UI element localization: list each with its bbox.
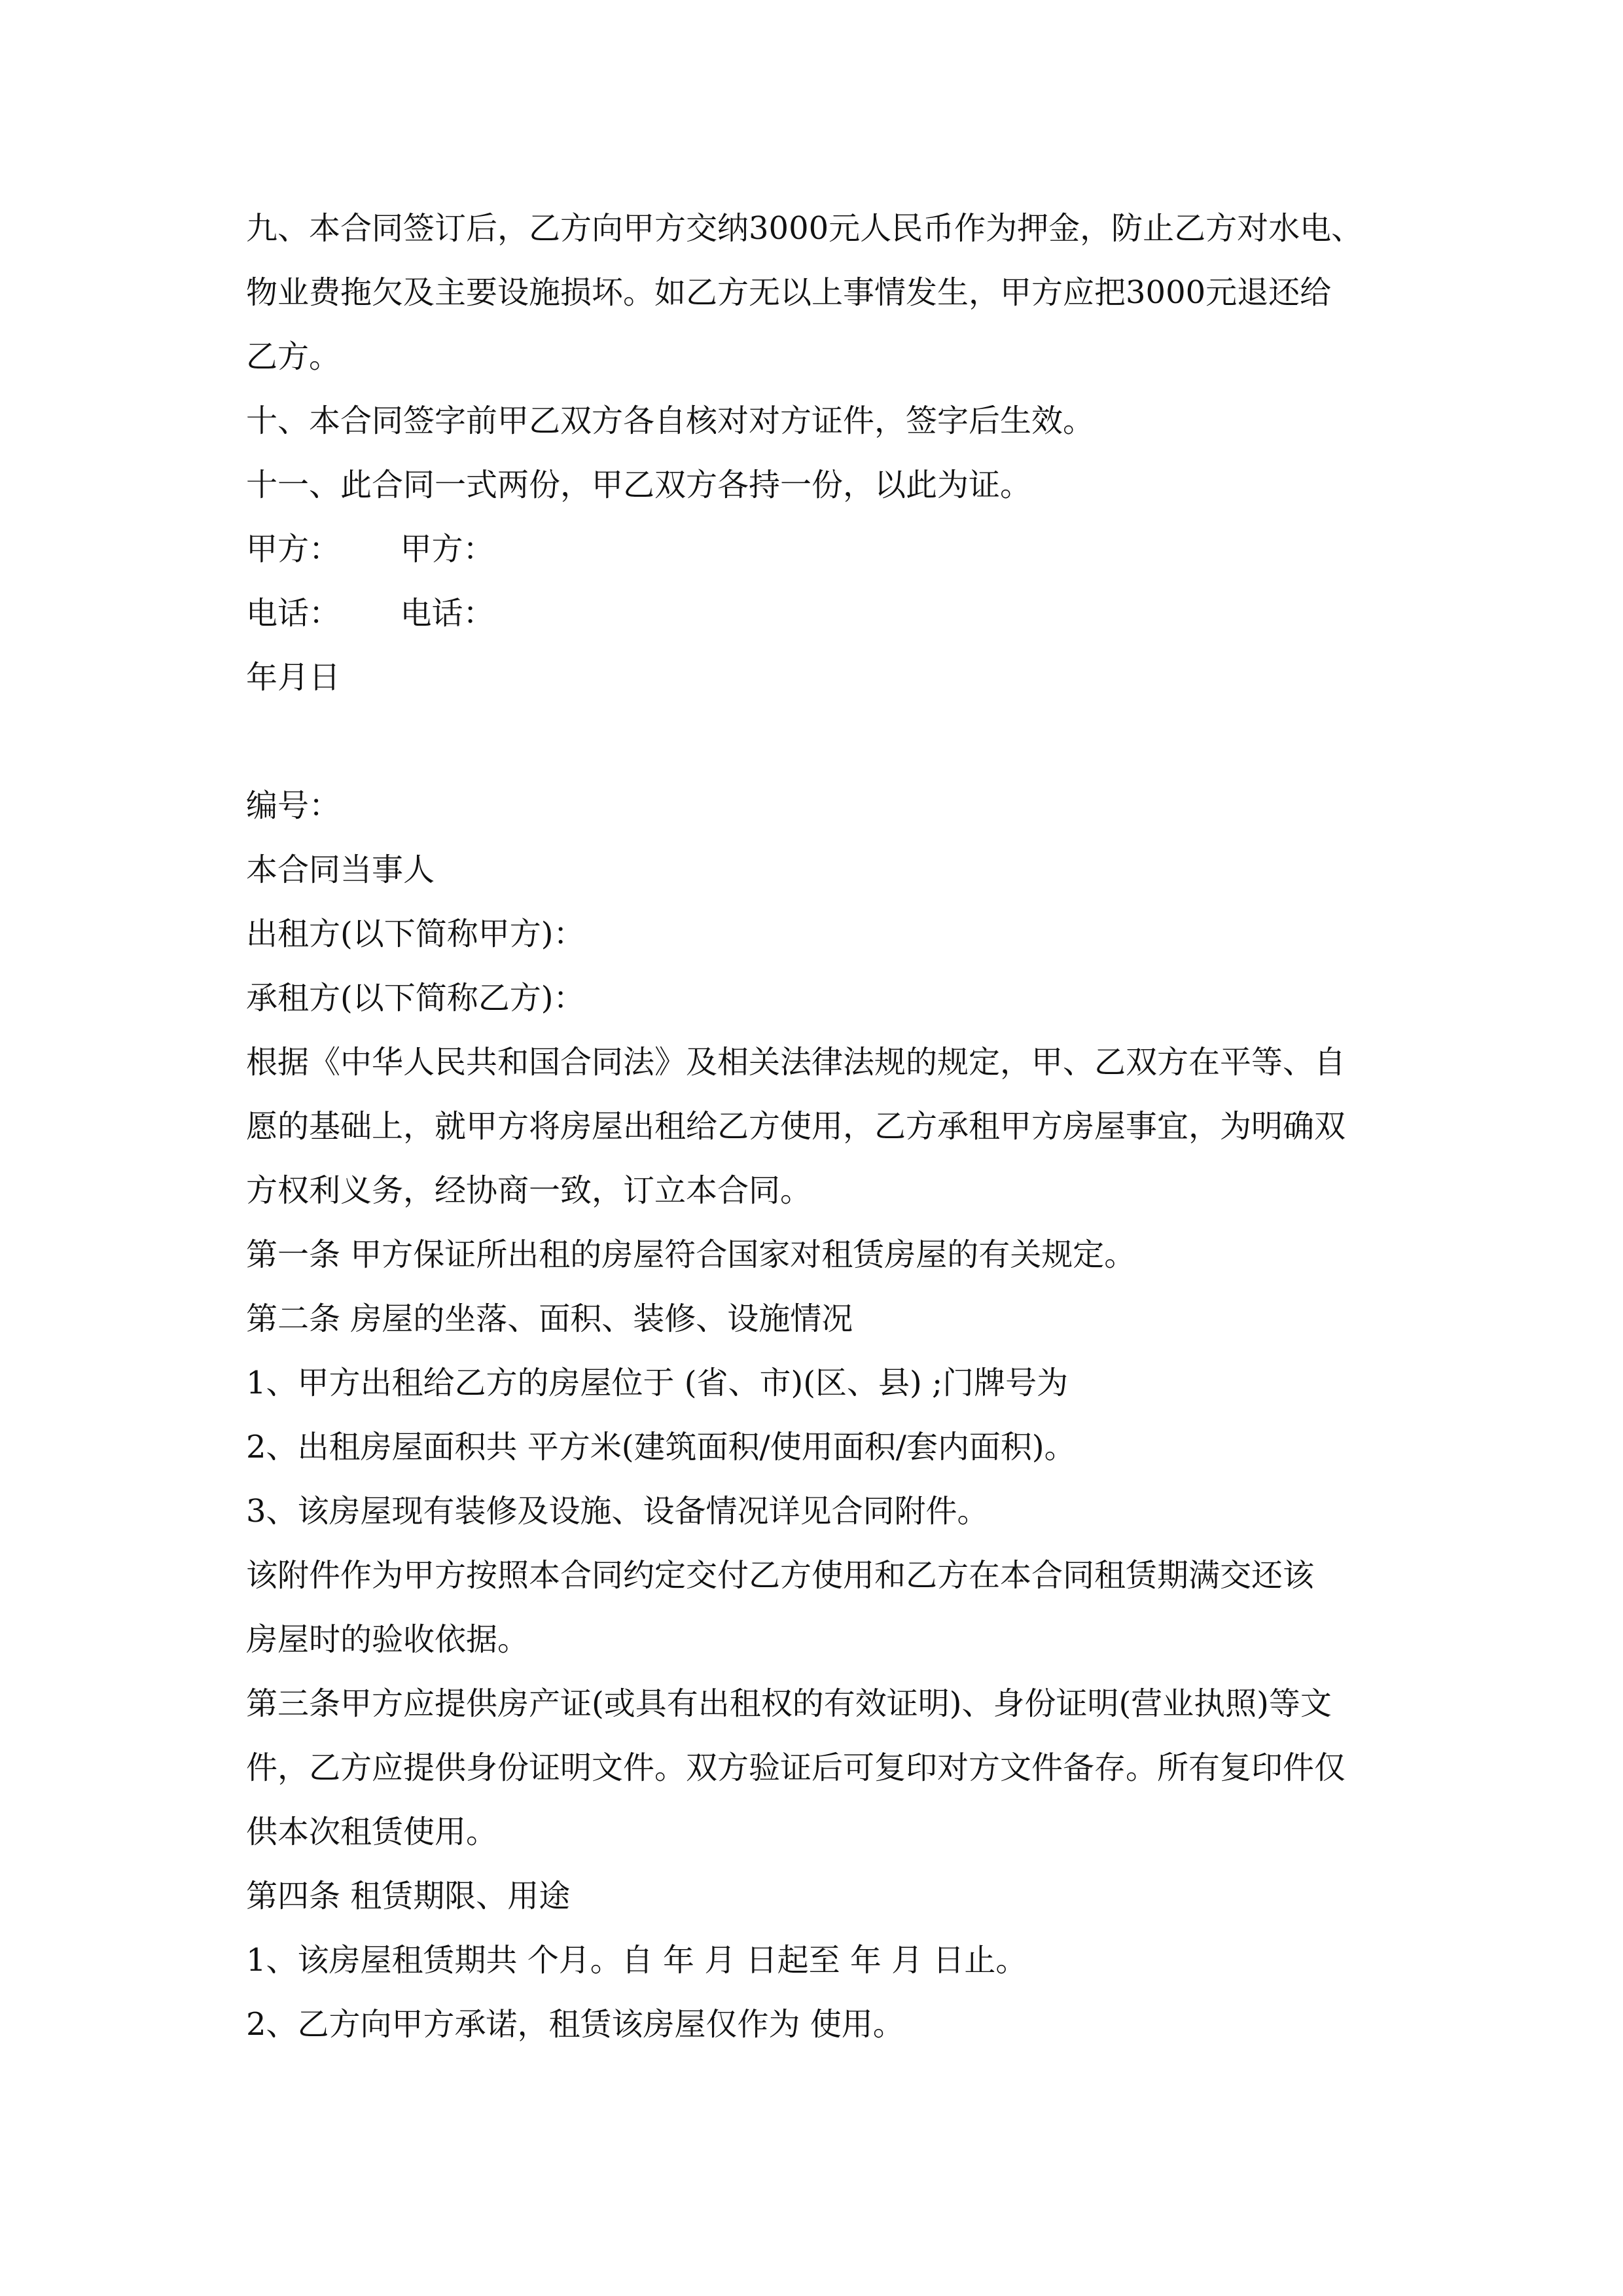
article-three-line: 第三条甲方应提供房产证(或具有出租权的有效证明)、身份证明(营业执照)等文 <box>246 1685 1332 1722</box>
signature-date-line: 年月日 <box>246 659 341 696</box>
article-one: 第一条 甲方保证所出租的房屋符合国家对租赁房屋的有关规定。 <box>246 1236 1136 1273</box>
paragraph-line: 方权利义务，经协商一致，订立本合同。 <box>246 1172 812 1209</box>
paragraph-line: 根据《中华人民共和国合同法》及相关法律法规的规定，甲、乙双方在平等、自 <box>246 1044 1346 1081</box>
document-body <box>246 196 1391 2056</box>
article-two-heading: 第二条 房屋的坐落、面积、装修、设施情况 <box>246 1300 853 1337</box>
article-two-item-2: 2、出租房屋面积共 平方米(建筑面积/使用面积/套内面积)。 <box>246 1429 1076 1465</box>
parties-heading: 本合同当事人 <box>246 852 435 888</box>
signature-phone-line: 电话： 电话： <box>246 595 495 632</box>
lessor-line: 出租方(以下简称甲方)： <box>246 916 585 952</box>
article-four-heading: 第四条 租赁期限、用途 <box>246 1878 571 1914</box>
paragraph-line: 九、本合同签订后，乙方向甲方交纳3000元人民币作为押金，防止乙方对水电、 <box>246 210 1363 247</box>
article-three-line: 供本次租赁使用。 <box>246 1814 498 1850</box>
article-two-item-3: 3、该房屋现有装修及设施、设备情况详见合同附件。 <box>246 1493 989 1530</box>
article-three-line: 件，乙方应提供身份证明文件。双方验证后可复印对方文件备存。所有复印件仅 <box>246 1749 1346 1786</box>
article-four-item-2: 2、乙方向甲方承诺，租赁该房屋仅作为 使用。 <box>246 2006 904 2043</box>
paragraph-line: 十一、此合同一式两份，甲乙双方各持一份，以此为证。 <box>246 467 1032 503</box>
blank-line <box>246 709 1391 774</box>
signature-party-line: 甲方： 甲方： <box>246 531 495 567</box>
article-four-item-1: 1、该房屋租赁期共 个月。自 年 月 日起至 年 月 日止。 <box>246 1942 1027 1979</box>
lessee-line: 承租方(以下简称乙方)： <box>246 980 585 1016</box>
paragraph-line: 物业费拖欠及主要设施损坏。如乙方无以上事情发生，甲方应把3000元退还给 <box>246 274 1332 311</box>
paragraph-line: 愿的基础上，就甲方将房屋出租给乙方使用，乙方承租甲方房屋事宜，为明确双 <box>246 1108 1346 1145</box>
contract-number-line: 编号： <box>246 787 341 824</box>
article-two-item-1: 1、甲方出租给乙方的房屋位于 (省、市)(区、县) ;门牌号为 <box>246 1365 1069 1401</box>
paragraph-line: 十、本合同签字前甲乙双方各自核对对方证件，签字后生效。 <box>246 403 1095 439</box>
paragraph-line: 该附件作为甲方按照本合同约定交付乙方使用和乙方在本合同租赁期满交还该 <box>246 1557 1315 1594</box>
paragraph-line: 乙方。 <box>246 338 341 375</box>
paragraph-line: 房屋时的验收依据。 <box>246 1621 529 1658</box>
